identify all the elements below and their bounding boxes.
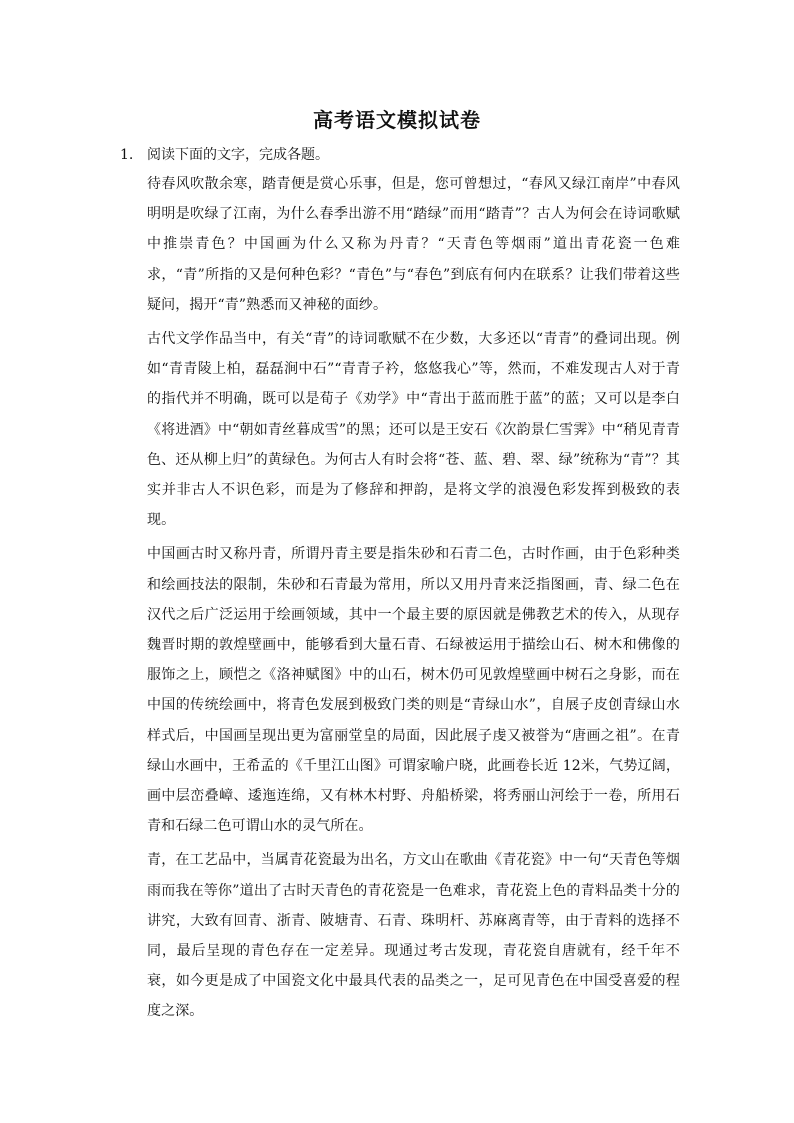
passage-paragraph-4: 青，在工艺品中，当属青花瓷最为出名，方文山在歌曲《青花瓷》中一句“天青色等烟雨而我在等你”道出了古时天青色的青花瓷是一色难求，青花瓷上色的青料品类十分的讲究，大致有回青、浙青、陂塘青、石青、珠明杆、苏麻离青等，由于青料的选择不同，最后呈现的青色存在一定差异。现通过考古发现，青花瓷自唐就有，经千年不衰，如今更是成了中国瓷文化中最具代表的品类之一，足可见青色在中国受喜爱的程度之深。 — [147, 852, 680, 1020]
passage-paragraph-3: 中国画古时又称丹青，所谓丹青主要是指朱砂和石青二色，古时作画，由于色彩种类和绘画技法的限制，朱砂和石青最为常用，所以又用丹青来泛指图画，青、绿二色在汉代之后广泛运用于绘画领域，其中一个最主要的原因就是佛教艺术的传入，从现存魏晋时期的敦煌壁画中，能够看到大量石青、石绿被运用于描绘山石、树木和佛像的服饰之上，顾恺之《洛神赋图》中的山石，树木仍可见敦煌壁画中树石之身影，而在中国的传统绘画中，将青色发展到极致门类的则是“青绿山水”，自展子皮创青绿山水样式后，中国画呈现出更为富丽堂皇的局面，因此展子虔又被誉为“唐画之祖”。在青绿山水画中，王希孟的《千里江山图》可谓家喻户晓，此画卷长近 12米，气势辽阔，画中层峦叠嶂、逶迤连绵，又有林木村野、舟船桥梁，将秀丽山河绘于一卷，所用石青和石绿二色可谓山水的灵气所在。 — [147, 546, 680, 835]
passage-paragraph-2: 古代文学作品当中，有关“青”的诗词歌赋不在少数，大多还以“青青”的叠词出现。例如“青青陵上柏，磊磊涧中石”“青青子衿，悠悠我心”等，然而，不难发现古人对于青的指代并不明确，既可以是荀子《劝学》中“青出于蓝而胜于蓝”的蓝；又可以是李白《将进酒》中“朝如青丝暮成雪”的黑；还可以是王安石《次韵景仁雪霁》中“稍见青青色、还从柳上归”的黄绿色。为何古人有时会将“苍、蓝、碧、翠、绿”统称为“青”？其实并非古人不识色彩，而是为了修辞和押韵，是将文学的浪漫色彩发挥到极致的表现。 — [147, 331, 680, 529]
passage — [147, 169, 680, 1027]
question-block — [120, 145, 680, 1031]
passage-paragraph-1: 待春风吹散余寒，踏青便是赏心乐事，但是，您可曾想过，“春风又绿江南岸”中春风明明是吹绿了江南，为什么春季出游不用“踏绿”而用“踏青”？古人为何会在诗词歌赋中推崇青色？中国画为什么又称为丹青？“天青色等烟雨”道出青花瓷一色难求，“青”所指的又是何种色彩？“青色”与“春色”到底有何内在联系？让我们带着这些疑问，揭开“青”熟悉而又神秘的面纱。 — [147, 176, 680, 313]
question-number: 1. — [120, 147, 134, 163]
question-header — [120, 145, 680, 167]
page-title: 高考语文模拟试卷 — [313, 108, 481, 132]
question-instruction: 阅读下面的文字，完成各题。 — [147, 147, 329, 163]
